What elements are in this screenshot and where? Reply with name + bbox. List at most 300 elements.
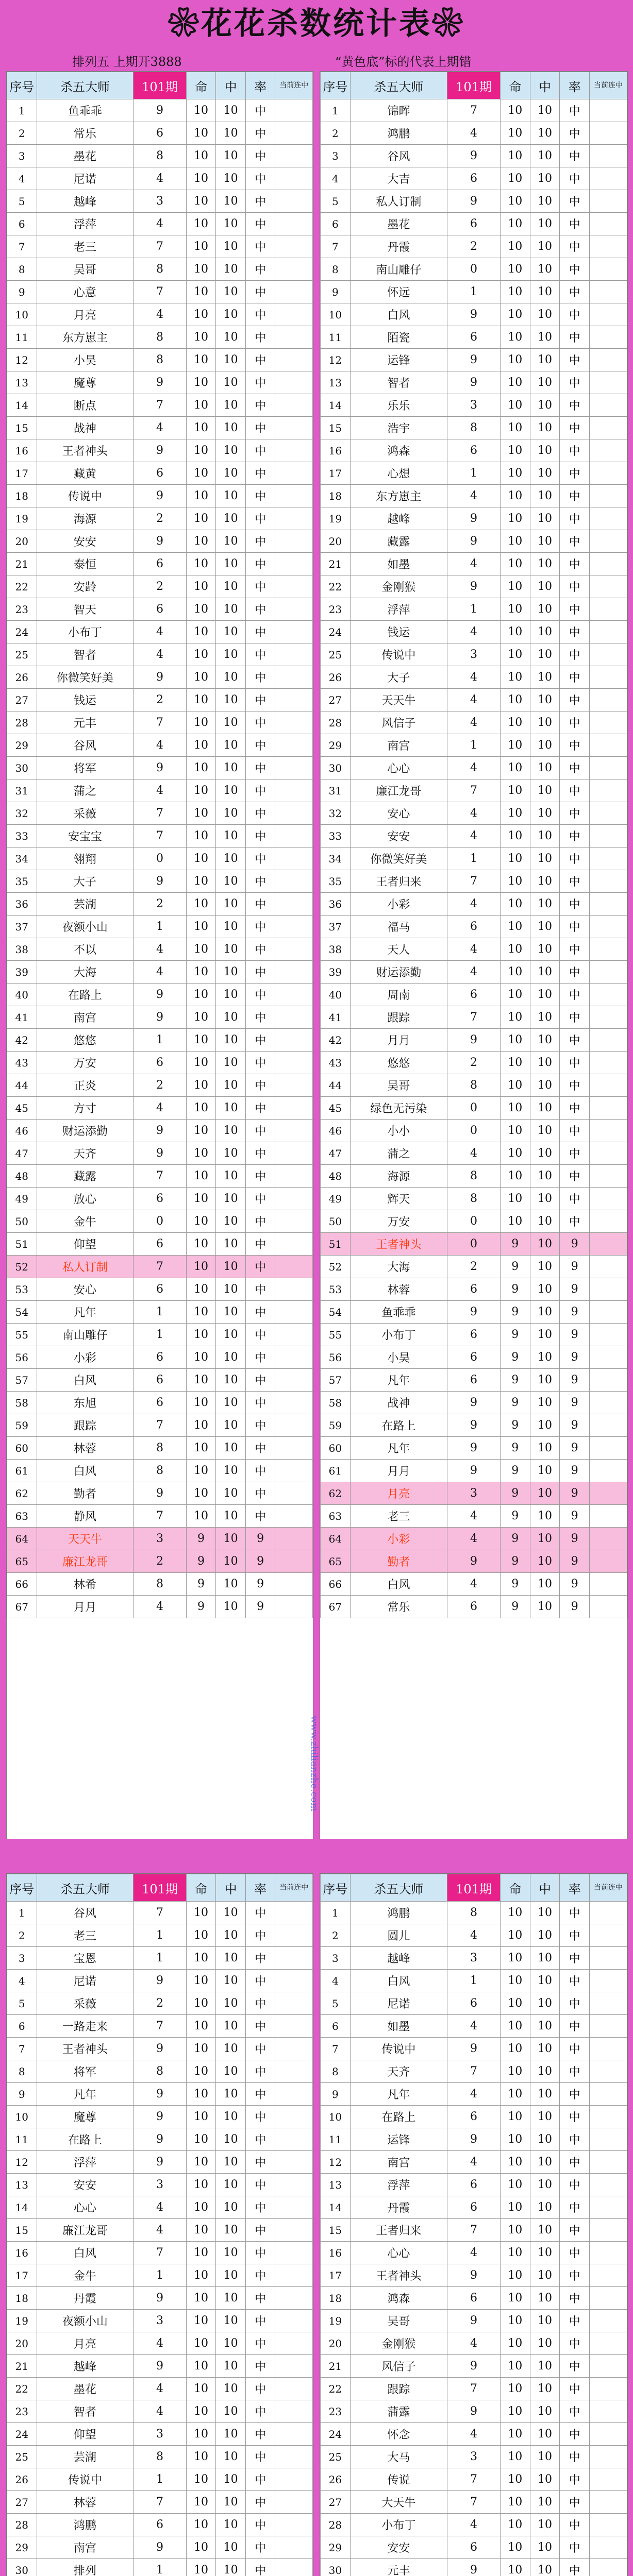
hit-count: 10 <box>186 2174 216 2196</box>
current-streak <box>275 893 313 916</box>
master-name: 战神 <box>37 417 134 439</box>
row-index: 57 <box>321 1369 351 1392</box>
current-streak <box>275 984 313 1006</box>
hit-count: 10 <box>500 1210 530 1233</box>
header-streak: 当前连中 <box>590 72 627 99</box>
current-streak <box>590 1482 627 1505</box>
current-streak <box>275 1006 313 1029</box>
table-row <box>321 2559 627 2576</box>
total-count: 10 <box>216 1970 246 1992</box>
current-streak <box>590 439 627 462</box>
hit-rate: 中 <box>560 2423 590 2446</box>
table-row <box>7 2038 313 2060</box>
stats-panel-bottom-left <box>6 1873 313 2576</box>
table-row <box>321 2264 627 2287</box>
table-row <box>7 1188 313 1210</box>
master-name: 越峰 <box>350 1947 447 1970</box>
issue-value: 9 <box>447 1414 501 1437</box>
hit-count: 10 <box>186 530 216 553</box>
hit-rate: 中 <box>560 2536 590 2559</box>
hit-rate: 中 <box>245 870 275 893</box>
current-streak <box>590 2038 627 2060</box>
total-count: 10 <box>216 757 246 779</box>
table-row <box>7 1256 313 1278</box>
current-streak <box>275 2355 313 2378</box>
current-streak <box>275 1097 313 1120</box>
row-index: 4 <box>321 1970 351 1992</box>
master-name: 将军 <box>37 757 134 779</box>
issue-value: 6 <box>134 1188 187 1210</box>
total-count: 10 <box>216 621 246 643</box>
hit-count: 10 <box>500 1165 530 1188</box>
hit-count: 9 <box>500 1301 530 1324</box>
hit-rate: 9 <box>560 1482 590 1505</box>
table-row <box>7 1460 313 1482</box>
table-row <box>321 1142 627 1165</box>
master-name: 正炎 <box>37 1074 134 1097</box>
hit-rate: 中 <box>245 1142 275 1165</box>
current-streak <box>275 2015 313 2038</box>
hit-rate: 中 <box>245 2151 275 2174</box>
hit-rate: 中 <box>245 666 275 689</box>
hit-count: 10 <box>500 326 530 349</box>
master-name: 悠悠 <box>37 1029 134 1052</box>
row-index: 37 <box>321 916 351 938</box>
current-streak <box>275 1902 313 1924</box>
total-count: 10 <box>216 1301 246 1324</box>
current-streak <box>275 2400 313 2423</box>
hit-rate: 9 <box>245 1573 275 1596</box>
table-row <box>7 2514 313 2536</box>
header-master: 杀五大师 <box>37 72 134 99</box>
hit-count: 10 <box>186 689 216 711</box>
hit-rate: 中 <box>560 848 590 870</box>
master-name: 鸿森 <box>350 439 447 462</box>
master-name: 谷风 <box>350 145 447 167</box>
hit-rate: 中 <box>245 258 275 281</box>
current-streak <box>275 2106 313 2128</box>
current-streak <box>275 598 313 621</box>
table-row <box>321 1392 627 1414</box>
row-index: 56 <box>7 1346 37 1369</box>
table-row <box>321 439 627 462</box>
hit-count: 10 <box>186 2264 216 2287</box>
total-count: 10 <box>216 1346 246 1369</box>
master-name: 安安 <box>37 2174 134 2196</box>
hit-count: 9 <box>500 1550 530 1573</box>
current-streak <box>590 643 627 666</box>
table-row <box>7 1550 313 1573</box>
hit-count: 9 <box>500 1596 530 1618</box>
current-streak <box>275 2559 313 2576</box>
total-count: 10 <box>530 2287 560 2310</box>
table-row <box>7 1505 313 1528</box>
row-index: 21 <box>321 2355 351 2378</box>
current-streak <box>590 99 627 122</box>
hit-rate: 中 <box>560 417 590 439</box>
current-streak <box>275 711 313 734</box>
current-streak <box>275 303 313 326</box>
hit-rate: 中 <box>245 2423 275 2446</box>
hit-count: 10 <box>500 1074 530 1097</box>
hit-rate: 中 <box>245 825 275 848</box>
current-streak <box>275 1505 313 1528</box>
master-name: 如墨 <box>350 2015 447 2038</box>
row-index: 13 <box>321 371 351 394</box>
table-row <box>321 1029 627 1052</box>
total-count: 10 <box>530 1188 560 1210</box>
master-name: 丹霞 <box>350 235 447 258</box>
row-index: 48 <box>7 1165 37 1188</box>
row-index: 67 <box>321 1596 351 1618</box>
issue-value: 9 <box>134 1482 187 1505</box>
row-index: 8 <box>321 2060 351 2083</box>
current-streak <box>275 258 313 281</box>
hit-count: 10 <box>186 2491 216 2514</box>
hit-rate: 中 <box>560 575 590 598</box>
hit-count: 10 <box>186 1256 216 1278</box>
hit-rate: 中 <box>560 711 590 734</box>
row-index: 25 <box>321 2446 351 2468</box>
master-name: 天人 <box>350 938 447 961</box>
total-count: 10 <box>530 893 560 916</box>
current-streak <box>275 1120 313 1142</box>
row-index: 24 <box>321 621 351 643</box>
table-row <box>7 439 313 462</box>
row-index: 19 <box>321 507 351 530</box>
row-index: 30 <box>321 2559 351 2576</box>
master-name: 在路上 <box>350 2106 447 2128</box>
total-count: 10 <box>530 507 560 530</box>
hit-rate: 中 <box>245 2355 275 2378</box>
issue-value: 4 <box>447 2514 501 2536</box>
page-title <box>0 0 633 47</box>
total-count: 10 <box>530 1052 560 1074</box>
total-count: 10 <box>216 2491 246 2514</box>
hit-rate: 中 <box>245 1256 275 1278</box>
master-name: 墨花 <box>37 145 134 167</box>
master-name: 怀念 <box>350 2423 447 2446</box>
hit-rate: 9 <box>560 1278 590 1301</box>
current-streak <box>275 417 313 439</box>
hit-count: 10 <box>186 1188 216 1210</box>
total-count: 10 <box>216 2196 246 2219</box>
total-count: 10 <box>530 2468 560 2491</box>
master-name: 福马 <box>350 916 447 938</box>
hit-rate: 中 <box>560 167 590 190</box>
hit-count: 10 <box>500 2468 530 2491</box>
hit-rate: 中 <box>245 2015 275 2038</box>
hit-count: 10 <box>500 2196 530 2219</box>
row-index: 30 <box>7 757 37 779</box>
hit-count: 9 <box>500 1369 530 1392</box>
hit-rate: 中 <box>245 371 275 394</box>
table-row <box>7 2242 313 2264</box>
total-count: 10 <box>530 2038 560 2060</box>
header-index: 序号 <box>321 72 351 99</box>
hit-count: 10 <box>186 938 216 961</box>
hit-count: 10 <box>500 2083 530 2106</box>
hit-rate: 9 <box>560 1437 590 1460</box>
table-row <box>321 1460 627 1482</box>
table-row <box>7 235 313 258</box>
table-row <box>7 2196 313 2219</box>
total-count: 10 <box>216 122 246 145</box>
issue-value: 4 <box>447 802 501 825</box>
current-streak <box>590 190 627 213</box>
row-index: 67 <box>7 1596 37 1618</box>
issue-value: 9 <box>447 2038 501 2060</box>
hit-rate: 中 <box>245 2287 275 2310</box>
current-streak <box>590 2196 627 2219</box>
total-count: 10 <box>216 2174 246 2196</box>
current-streak <box>590 2287 627 2310</box>
row-index: 20 <box>321 530 351 553</box>
current-streak <box>275 2446 313 2468</box>
row-index: 18 <box>321 485 351 507</box>
header-issue: 101期 <box>134 72 187 99</box>
hit-rate: 中 <box>245 1437 275 1460</box>
total-count: 10 <box>216 1006 246 1029</box>
total-count: 10 <box>216 530 246 553</box>
hit-rate: 中 <box>560 734 590 757</box>
row-index: 23 <box>7 2400 37 2423</box>
issue-value: 3 <box>134 2423 187 2446</box>
table-row <box>321 1924 627 1947</box>
table-row <box>7 1324 313 1346</box>
issue-value: 4 <box>447 961 501 984</box>
total-count: 10 <box>216 485 246 507</box>
table-row <box>7 326 313 349</box>
hit-rate: 中 <box>245 2468 275 2491</box>
current-streak <box>275 213 313 235</box>
total-count: 10 <box>216 417 246 439</box>
hit-count: 10 <box>500 961 530 984</box>
master-name: 鸿鹏 <box>37 2514 134 2536</box>
current-streak <box>590 1970 627 1992</box>
issue-value: 9 <box>447 575 501 598</box>
current-streak <box>275 1324 313 1346</box>
hit-count: 10 <box>186 439 216 462</box>
table-row <box>7 984 313 1006</box>
issue-value: 1 <box>134 1947 187 1970</box>
hit-rate: 中 <box>245 779 275 802</box>
master-name: 勤者 <box>37 1482 134 1505</box>
issue-value: 8 <box>134 349 187 371</box>
table-row <box>321 666 627 689</box>
hit-rate: 中 <box>245 1278 275 1301</box>
master-name: 翎翔 <box>37 848 134 870</box>
master-name: 老三 <box>37 1924 134 1947</box>
hit-count: 10 <box>500 2310 530 2332</box>
hit-count: 10 <box>186 1947 216 1970</box>
hit-rate: 中 <box>560 349 590 371</box>
total-count: 10 <box>216 2242 246 2264</box>
total-count: 10 <box>530 1505 560 1528</box>
issue-value: 7 <box>447 1006 501 1029</box>
row-index: 24 <box>7 2423 37 2446</box>
table-row <box>321 1233 627 1256</box>
hit-rate: 中 <box>560 2491 590 2514</box>
table-row <box>321 2196 627 2219</box>
current-streak <box>590 1902 627 1924</box>
hit-rate: 中 <box>560 2400 590 2423</box>
current-streak <box>275 643 313 666</box>
hit-rate: 中 <box>560 303 590 326</box>
hit-count: 10 <box>186 1414 216 1437</box>
table-row <box>321 2242 627 2264</box>
issue-value: 6 <box>134 1369 187 1392</box>
issue-value: 7 <box>447 2060 501 2083</box>
current-streak <box>590 507 627 530</box>
row-index: 13 <box>321 2174 351 2196</box>
total-count: 10 <box>530 2015 560 2038</box>
row-index: 7 <box>321 235 351 258</box>
hit-rate: 9 <box>560 1596 590 1618</box>
issue-value: 6 <box>134 1392 187 1414</box>
hit-count: 10 <box>500 394 530 417</box>
master-name: 浮萍 <box>350 2174 447 2196</box>
current-streak <box>590 281 627 303</box>
master-name: 乐乐 <box>350 394 447 417</box>
row-index: 55 <box>321 1324 351 1346</box>
table-row <box>321 1482 627 1505</box>
master-name: 芸湖 <box>37 2446 134 2468</box>
hit-count: 9 <box>500 1414 530 1437</box>
current-streak <box>590 235 627 258</box>
row-index: 25 <box>321 643 351 666</box>
master-name: 浮萍 <box>37 2151 134 2174</box>
master-name: 天齐 <box>350 2060 447 2083</box>
table-row <box>7 2559 313 2576</box>
current-streak <box>590 689 627 711</box>
table-row <box>7 1120 313 1142</box>
table-row <box>7 893 313 916</box>
row-index: 18 <box>7 485 37 507</box>
master-name: 大马 <box>350 2446 447 2468</box>
current-streak <box>275 1029 313 1052</box>
master-name: 东方崽主 <box>350 485 447 507</box>
table-row <box>321 984 627 1006</box>
total-count: 10 <box>530 2310 560 2332</box>
total-count: 10 <box>216 2015 246 2038</box>
issue-value: 0 <box>447 1233 501 1256</box>
total-count: 10 <box>216 802 246 825</box>
current-streak <box>590 167 627 190</box>
row-index: 46 <box>7 1120 37 1142</box>
current-streak <box>590 462 627 485</box>
master-name: 小彩 <box>350 1528 447 1550</box>
master-name: 仰望 <box>37 1233 134 1256</box>
hit-rate: 中 <box>560 258 590 281</box>
issue-value: 6 <box>134 598 187 621</box>
issue-value: 4 <box>447 711 501 734</box>
total-count: 10 <box>216 1924 246 1947</box>
current-streak <box>590 2423 627 2446</box>
hit-count: 10 <box>500 417 530 439</box>
master-name: 林蓉 <box>350 1278 447 1301</box>
hit-count: 10 <box>186 825 216 848</box>
total-count: 10 <box>216 1437 246 1460</box>
row-index: 56 <box>321 1346 351 1369</box>
hit-count: 10 <box>186 167 216 190</box>
current-streak <box>590 575 627 598</box>
issue-value: 0 <box>447 1120 501 1142</box>
row-index: 4 <box>7 167 37 190</box>
header-rate: 率 <box>245 72 275 99</box>
issue-value: 4 <box>447 893 501 916</box>
issue-value: 7 <box>447 779 501 802</box>
hit-count: 10 <box>186 1120 216 1142</box>
master-name: 跟踪 <box>350 1006 447 1029</box>
row-index: 57 <box>7 1369 37 1392</box>
row-index: 60 <box>321 1437 351 1460</box>
hit-rate: 中 <box>245 1902 275 1924</box>
table-row <box>7 2219 313 2242</box>
row-index: 66 <box>7 1573 37 1596</box>
issue-value: 2 <box>134 689 187 711</box>
table-header-row <box>321 1874 627 1902</box>
hit-rate: 中 <box>245 893 275 916</box>
current-streak <box>590 1256 627 1278</box>
issue-value: 9 <box>447 1437 501 1460</box>
current-streak <box>590 1596 627 1618</box>
hit-rate: 中 <box>245 2219 275 2242</box>
hit-rate: 中 <box>560 1947 590 1970</box>
total-count: 10 <box>530 122 560 145</box>
table-row <box>321 2015 627 2038</box>
master-name: 安安 <box>37 530 134 553</box>
total-count: 10 <box>530 2332 560 2355</box>
hit-rate: 中 <box>245 1346 275 1369</box>
master-name: 勤者 <box>350 1550 447 1573</box>
master-name: 风信子 <box>350 711 447 734</box>
master-name: 魔尊 <box>37 2106 134 2128</box>
master-name: 凡年 <box>350 2083 447 2106</box>
master-name: 魔尊 <box>37 371 134 394</box>
row-index: 33 <box>321 825 351 848</box>
master-name: 廉江龙哥 <box>37 2219 134 2242</box>
issue-value: 9 <box>447 2355 501 2378</box>
issue-value: 3 <box>447 2446 501 2468</box>
hit-count: 9 <box>500 1482 530 1505</box>
hit-rate: 中 <box>560 213 590 235</box>
highlight-legend: “黄色底”标的代表上期错 <box>335 55 472 69</box>
issue-value: 6 <box>134 462 187 485</box>
total-count: 10 <box>530 598 560 621</box>
hit-count: 10 <box>186 1346 216 1369</box>
row-index: 13 <box>7 2174 37 2196</box>
issue-value: 9 <box>134 99 187 122</box>
issue-value: 1 <box>134 2264 187 2287</box>
hit-count: 10 <box>500 938 530 961</box>
table-row <box>7 190 313 213</box>
row-index: 14 <box>321 394 351 417</box>
master-name: 白风 <box>37 2242 134 2264</box>
table-row <box>321 2378 627 2400</box>
total-count: 10 <box>216 462 246 485</box>
master-name: 藏黄 <box>37 462 134 485</box>
master-name: 圆儿 <box>350 1924 447 1947</box>
master-name: 芸湖 <box>37 893 134 916</box>
total-count: 10 <box>530 666 560 689</box>
master-name: 宝恩 <box>37 1947 134 1970</box>
row-index: 7 <box>7 235 37 258</box>
total-count: 10 <box>530 711 560 734</box>
table-row <box>7 2355 313 2378</box>
hit-count: 10 <box>186 2242 216 2264</box>
row-index: 61 <box>321 1460 351 1482</box>
